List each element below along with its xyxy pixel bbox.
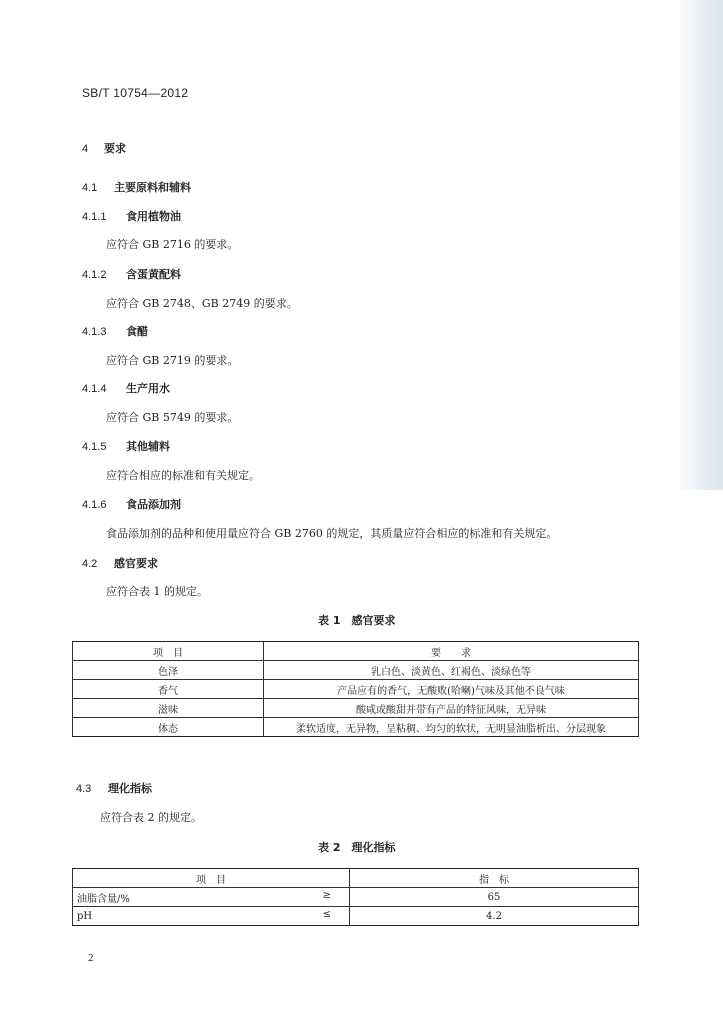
section-4-1-5-heading: 4.1.5 其他辅料: [82, 440, 170, 453]
table-row: [73, 907, 639, 926]
section-4-1-heading: 4.1 主要原料和辅料: [82, 181, 191, 194]
table-cell: 柔软适度，无异物，呈粘稠、均匀的软状，无明显油脂析出、分层现象: [264, 718, 639, 737]
section-4-1-4-heading: 4.1.4 生产用水: [82, 382, 170, 395]
section-4-3-heading: 4.3 理化指标: [76, 782, 152, 795]
section-4-1-1-body: 应符合 GB 2716 的要求。: [106, 238, 239, 251]
table-cell: 产品应有的香气，无酸败(哈喇)气味及其他不良气味: [264, 680, 639, 699]
section-4-3-body: 应符合表 2 的规定。: [100, 811, 202, 824]
table2-caption: 表 2 理化指标: [318, 841, 396, 854]
table-cell: 酸咸或酸甜并带有产品的特征风味，无异味: [264, 699, 639, 718]
page-edge-shadow: [677, 0, 723, 490]
table-cell: [73, 907, 350, 926]
comparison-symbol: ≤: [322, 909, 331, 920]
section-4-heading: 4 要求: [82, 142, 126, 155]
section-4-1-5-body: 应符合相应的标准和有关规定。: [106, 469, 260, 482]
section-4-1-6-heading: 4.1.6 食品添加剂: [82, 498, 181, 511]
section-4-1-4-body: 应符合 GB 5749 的要求。: [106, 411, 239, 424]
standard-number: SB/T 10754—2012: [82, 86, 189, 100]
section-4-1-6-body: 食品添加剂的品种和使用量应符合 GB 2760 的规定，其质量应符合相应的标准和有关规定。: [106, 527, 558, 540]
table-cell: 滋味: [73, 699, 264, 718]
page-number: 2: [88, 952, 94, 964]
table-row: [73, 718, 639, 737]
section-4-1-2-body: 应符合 GB 2748、GB 2749 的要求。: [106, 297, 298, 310]
comparison-symbol: ≥: [322, 890, 331, 901]
table-cell: 乳白色、淡黄色、红褐色、淡绿色等: [264, 661, 639, 680]
table-cell: 65: [350, 888, 639, 907]
table-header-cell: 要 求: [264, 642, 639, 661]
sensory-requirements-table: [72, 641, 639, 737]
section-4-1-3-heading: 4.1.3 食醋: [82, 325, 148, 338]
table-row: [73, 888, 639, 907]
table-cell: [73, 888, 350, 907]
section-4-1-1-heading: 4.1.1 食用植物油: [82, 210, 181, 223]
table-header-cell: 项 目: [73, 869, 350, 888]
table-header-row: [73, 642, 639, 661]
item-label: pH: [77, 910, 93, 922]
table-header-cell: 指 标: [350, 869, 639, 888]
table-row: [73, 699, 639, 718]
table-header-cell: 项 目: [73, 642, 264, 661]
section-4-2-heading: 4.2 感官要求: [82, 557, 158, 570]
table-header-row: [73, 869, 639, 888]
table-cell: 4.2: [350, 907, 639, 926]
section-4-1-3-body: 应符合 GB 2719 的要求。: [106, 354, 239, 367]
section-4-2-body: 应符合表 1 的规定。: [106, 585, 208, 598]
table-row: [73, 680, 639, 699]
table1-caption: 表 1 感官要求: [318, 614, 396, 627]
physicochemical-indicators-table: [72, 868, 639, 926]
item-label: 油脂含量/%: [77, 893, 130, 905]
table-row: [73, 661, 639, 680]
section-4-1-2-heading: 4.1.2 含蛋黄配料: [82, 268, 181, 281]
table-cell: 体态: [73, 718, 264, 737]
table-cell: 色泽: [73, 661, 264, 680]
table-cell: 香气: [73, 680, 264, 699]
